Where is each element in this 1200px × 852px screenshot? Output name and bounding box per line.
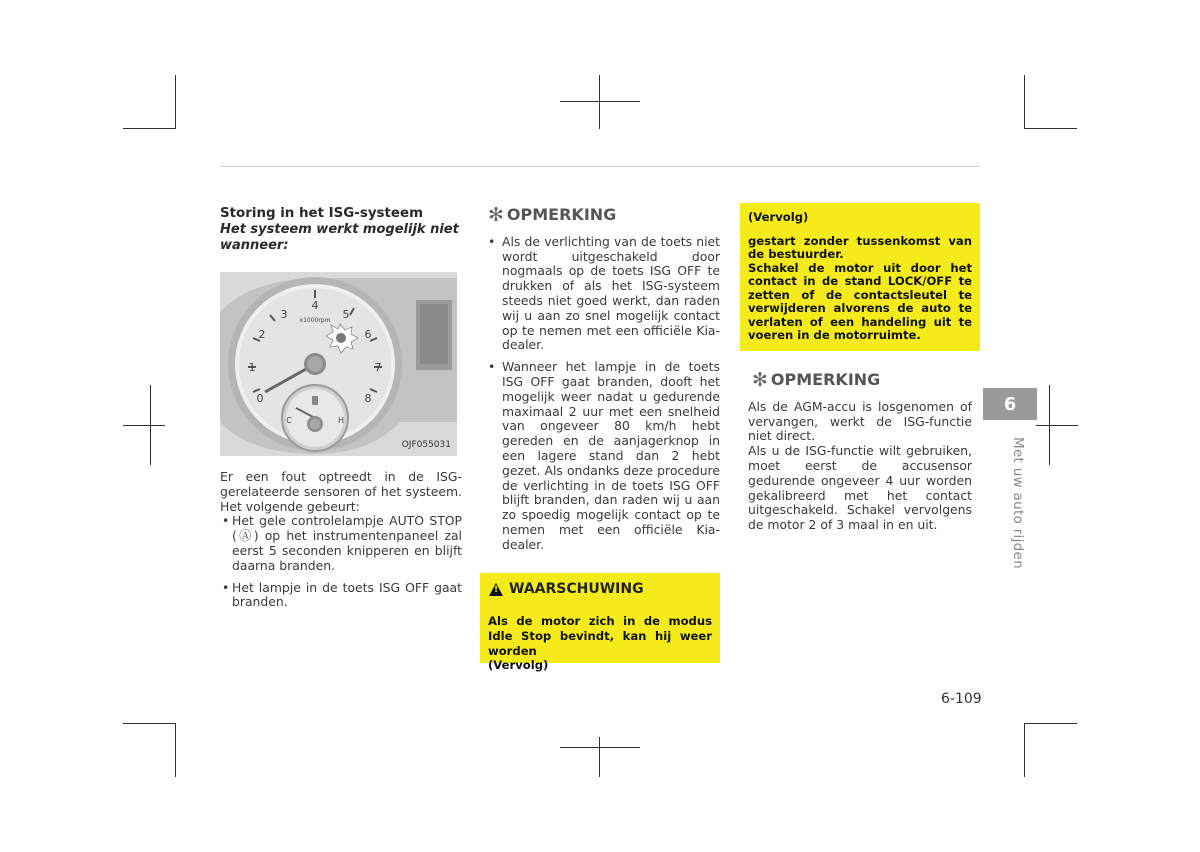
continued-line-2: Schakel de motor uit door het contact in de stand LOCK/OFF te zetten of de contactsleutel te verwijderen alvorens de auto te verlaten of een handeling uit te voeren in de motorruimte. xyxy=(748,260,972,342)
gauge-label-2: 2 xyxy=(258,328,266,341)
figure-caption: OJF055031 xyxy=(401,440,451,451)
note-heading-label: OPMERKING xyxy=(506,205,617,224)
temp-label-cold: C xyxy=(286,416,292,425)
note-heading xyxy=(488,204,720,226)
thermometer-icon xyxy=(312,396,318,405)
note-paragraph: Als de AGM-accu is losgenomen of vervangen, werkt de ISG-functie niet direct. xyxy=(748,398,972,444)
asterisk-icon: ✻ xyxy=(752,369,768,391)
gauge-label-0: 0 xyxy=(256,392,264,405)
note-heading-label: OPMERKING xyxy=(770,370,881,389)
gauge-unit: x1000rpm xyxy=(299,317,331,324)
symptom-list xyxy=(220,514,462,610)
gauge-label-3: 3 xyxy=(280,308,288,321)
temp-label-hot: H xyxy=(337,416,345,425)
asterisk-icon: ✻ xyxy=(488,204,504,226)
gauge-label-8: 8 xyxy=(364,392,372,405)
list-item: • Als de verlichting van de toets niet wordt uitgeschakeld door nogmaals op de toets ISG OFF te drukken of als het ISG-systeem steeds niet goed werkt, dan raden wij u aan zo snel mogelijk contact op te nemen met een officiële Kia-dealer. xyxy=(480,235,720,353)
gauge-label-1: 1 xyxy=(248,361,256,374)
note-heading xyxy=(752,369,972,391)
note-paragraph: Als u de ISG-functie wilt gebruiken, moet eerst de accusensor gedurende ongeveer 4 uur worden gekalibreerd met het contact uitgeschakeld. Schakel vervolgens de motor 2 of 3 maal in en uit. xyxy=(748,443,972,533)
section-title: Storing in het ISG-systeem xyxy=(220,206,424,221)
gauge-label-6: 6 xyxy=(364,328,372,341)
gauge-label-4: 4 xyxy=(311,299,319,312)
page-number: 6-109 xyxy=(941,691,982,707)
header-rule xyxy=(220,166,980,167)
warning-continued: (Vervolg) xyxy=(488,658,549,673)
gauge-label-5: 5 xyxy=(342,308,350,321)
chapter-tab: 6 xyxy=(983,388,1037,420)
chapter-title: Met uw auto rijden xyxy=(1010,437,1026,569)
continued-line-1: gestart zonder tussenkomst van de bestuurder. xyxy=(748,233,972,261)
list-item: • Wanneer het lampje in de toets ISG OFF gaat branden, dooft het mogelijk weer nadat u gedurende maximaal 2 uur met een snelheid van ongeveer 80 km/h hebt gereden en de aanjagerknop in een lagere stand dan 2 hebt gezet. Als ondanks deze procedure de verlichting in de toets ISG OFF blijft branden, dan raden wij u aan zo spoedig mogelijk contact op te nemen met een officiële Kia-dealer. xyxy=(480,360,720,552)
list-item: • Het gele controlelampje AUTO STOP (Ⓐ) op het instrumentenpaneel zal eerst 5 seconden knipperen en blijft daarna branden. xyxy=(220,514,462,573)
warning-text: Als de motor zich in de modus Idle Stop bevindt, kan hij weer worden xyxy=(488,614,712,658)
column-left xyxy=(220,206,462,617)
warning-triangle-icon: ! xyxy=(489,583,503,596)
column-middle xyxy=(480,204,720,560)
warning-body xyxy=(488,614,712,673)
instrument-cluster-figure xyxy=(220,272,457,456)
continued-warning-body xyxy=(748,211,972,343)
continued-label: (Vervolg) xyxy=(748,210,809,224)
list-item: • Het lampje in de toets ISG OFF gaat branden. xyxy=(220,581,462,611)
warning-heading-label: WAARSCHUWING xyxy=(509,581,644,597)
warning-box xyxy=(480,573,720,673)
intro-paragraph: Er een fout optreedt in de ISG-gerelateerde sensoren of het systeem. Het volgende gebeurt: xyxy=(220,469,462,514)
continued-warning-box xyxy=(740,203,980,351)
warning-heading xyxy=(489,581,644,597)
note-list xyxy=(480,235,720,553)
gauge-label-7: 7 xyxy=(374,361,382,374)
section-subtitle: Het systeem werkt mogelijk niet wanneer: xyxy=(220,222,459,253)
instrument-cluster-illustration xyxy=(220,272,457,456)
note-2 xyxy=(748,369,972,533)
